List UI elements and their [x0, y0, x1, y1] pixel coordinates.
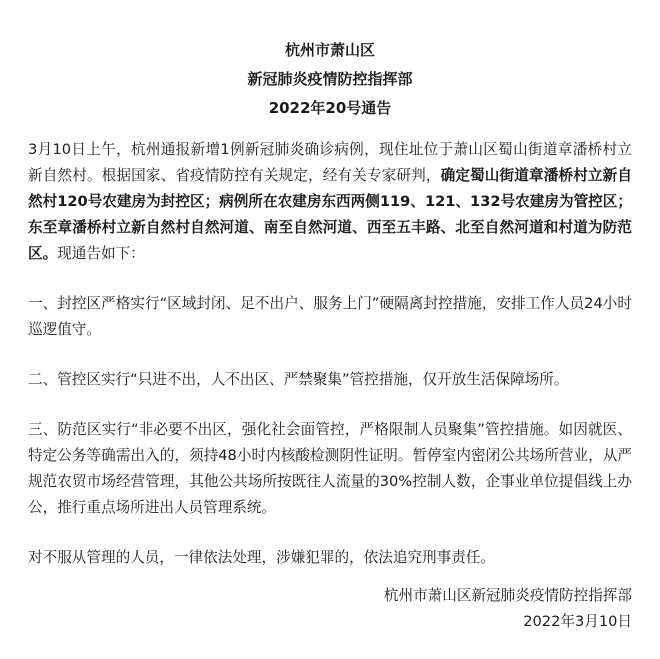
intro-bold-text: 确定蜀山街道章潘桥村立新自然村120号农建房为封控区；病例所在农建房东西两侧119、121、132号农建房为管控区；东至章潘桥村立新自然村自然河道、南至自然河道、西至五丰路、北至自然河道和村道为防范区。	[28, 167, 632, 262]
paragraph-lockdown-zone: 一、封控区严格实行“区域封闭、足不出户、服务上门”硬隔离封控措施，安排工作人员24小时巡逻值守。	[28, 295, 632, 338]
intro-text: 3月10日上午，杭州通报新增1例新冠肺炎确诊病例，现住址位于萧山区蜀山街道章潘桥村立新自然村。根据国家、省疫情防控有关规定，经有关专家研判，	[28, 141, 632, 184]
notice-number: 2022年20号通告	[268, 99, 392, 117]
issuer-name: 新冠肺炎疫情防控指挥部	[247, 70, 413, 88]
paragraph-control-zone: 二、管控区实行“只进不出，人不出区、严禁聚集”管控措施，仅开放生活保障场所。	[28, 371, 569, 388]
signature-org: 杭州市萧山区新冠肺炎疫情防控指挥部	[383, 587, 632, 604]
signature-block	[384, 583, 632, 635]
intro-closing-text: 现通告如下：	[57, 245, 145, 262]
issuer-district: 杭州市萧山区	[284, 41, 375, 59]
paragraph-prevention-zone: 三、防范区实行“非必要不出区，强化社会面管控，严格限制人员聚集”管控措施。如因就医、特定公务等确需出入的，须持48小时内核酸检测阴性证明。暂停室内密闭公共场所营业，从严规范农贸市场经营管理，其他公共场所按既往人流量的30%控制人数，企事业单位提倡线上办公，推行重点场所进出人员管理系统。	[28, 421, 632, 516]
signature-date: 2022年3月10日	[523, 613, 632, 630]
paragraph-enforcement: 对不服从管理的人员，一律依法处理，涉嫌犯罪的，依法追究刑事责任。	[28, 549, 496, 566]
paragraph-intro	[28, 137, 632, 267]
notice-header	[28, 36, 632, 123]
